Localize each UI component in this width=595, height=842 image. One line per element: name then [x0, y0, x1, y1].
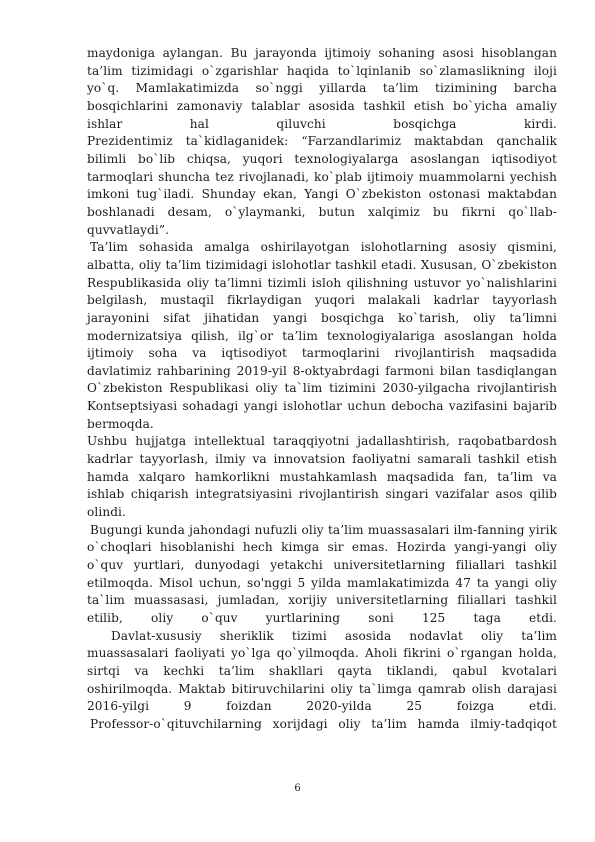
paragraph-5: Bugungi kunda jahondagi nufuzli oliy ta’lim muassasalari ilm-fanning yirik o`choqlari hisoblanishi hech kimga sir emas. Hozirda yangi-yangi oliy o`quv yurtlari, dunyodagi yetakchi universitetlarning filiallari tashkil etilmoqda. Misol uchun, so'nggi 5 yilda mamlakatimizda 47 ta yangi oliy ta`lim muassasasi, jumladan, xorijiy universitetlarning filiallari tashkil etilib, oliy o`quv yurtlarining soni 125 taga etdi. [87, 522, 557, 625]
document-body [87, 45, 557, 734]
paragraph-1: maydoniga aylangan. Bu jarayonda ijtimoiy sohaning asosi hisoblangan ta’lim tizimidagi o`zgarishlar haqida to`lqinlanib so`zlamaslikning iloji yo`q. Mamlakatimizda so`nggi yillarda ta’lim tizimining barcha bosqichlarini zamonaviy talablar asosida tashkil etish bo`yicha amaliy ishlar hal qiluvchi bosqichga kirdi. [87, 46, 557, 131]
paragraph-2: Prezidentimiz ta`kidlaganidek: “Farzandlarimiz maktabdan qanchalik bilimli bo`lib chiqsa, yuqori texnologiyalarga asoslangan iqtisodiyot tarmoqlari shuncha tez rivojlanadi, ko`plab ijtimoiy muammolarni yechish imkoni tug`iladi. Shunday ekan, Yangi O`zbekiston ostonasi maktabdan boshlanadi desam, o`ylaymanki, butun xalqimiz bu fikrni qo`llab-quvvatlaydi”. [87, 134, 557, 237]
page-number: 6 [294, 783, 301, 794]
paragraph-6: Davlat-xususiy sheriklik tizimi asosida nodavlat oliy ta’lim muassasalari faoliyati yo`lga qo`yilmoqda. Aholi fikrini o`rgangan holda, sirtqi va kechki ta’lim shakllari qayta tiklandi, qabul kvotalari oshirilmoqda. Maktab bitiruvchilarini oliy ta`limga qamrab olish darajasi 2016-yilgi 9 foizdan 2020-yilda 25 foizga etdi. [87, 628, 557, 714]
paragraph-7: Professor-o`qituvchilarning xorijdagi oliy ta’lim hamda ilmiy-tadqiqot [90, 716, 557, 731]
paragraph-4: Ushbu hujjatga intellektual taraqqiyotni jadallashtirish, raqobatbardosh kadrlar tayyorlash, ilmiy va innovatsion faoliyatni samarali tashkil etish hamda xalqaro hamkorlikni mustahkamlash maqsadida fan, ta’lim va ishlab chiqarish integratsiyasini rivojlantirish singari vazifalar asos qilib olindi. [87, 434, 557, 520]
paragraph-3: Ta’lim sohasida amalga oshirilayotgan islohotlarning asosiy qismini, albatta, oliy ta’lim tizimidagi islohotlar tashkil etadi. Xususan, O`zbekiston Respublikasida oliy ta’limni tizimli isloh qilishning ustuvor yo`nalishlarini belgilash, mustaqil fikrlaydigan yuqori malakali kadrlar tayyorlash jarayonini sifat jihatidan yangi bosqichga ko`tarish, oliy ta’limni modernizatsiya qilish, ilg`or ta’lim texnologiyalariga asoslangan holda ijtimoiy soha va iqtisodiyot tarmoqlarini rivojlantirish maqsadida davlatimiz rahbarining 2019-yil 8-oktyabrdagi farmoni bilan tasdiqlangan O`zbekiston Respublikasi oliy ta`lim tizimini 2030-yilgacha rivojlantirish Kontseptsiyasi sohadagi yangi islohotlar uchun debocha vazifasini bajarib bermoqda. [87, 240, 557, 431]
